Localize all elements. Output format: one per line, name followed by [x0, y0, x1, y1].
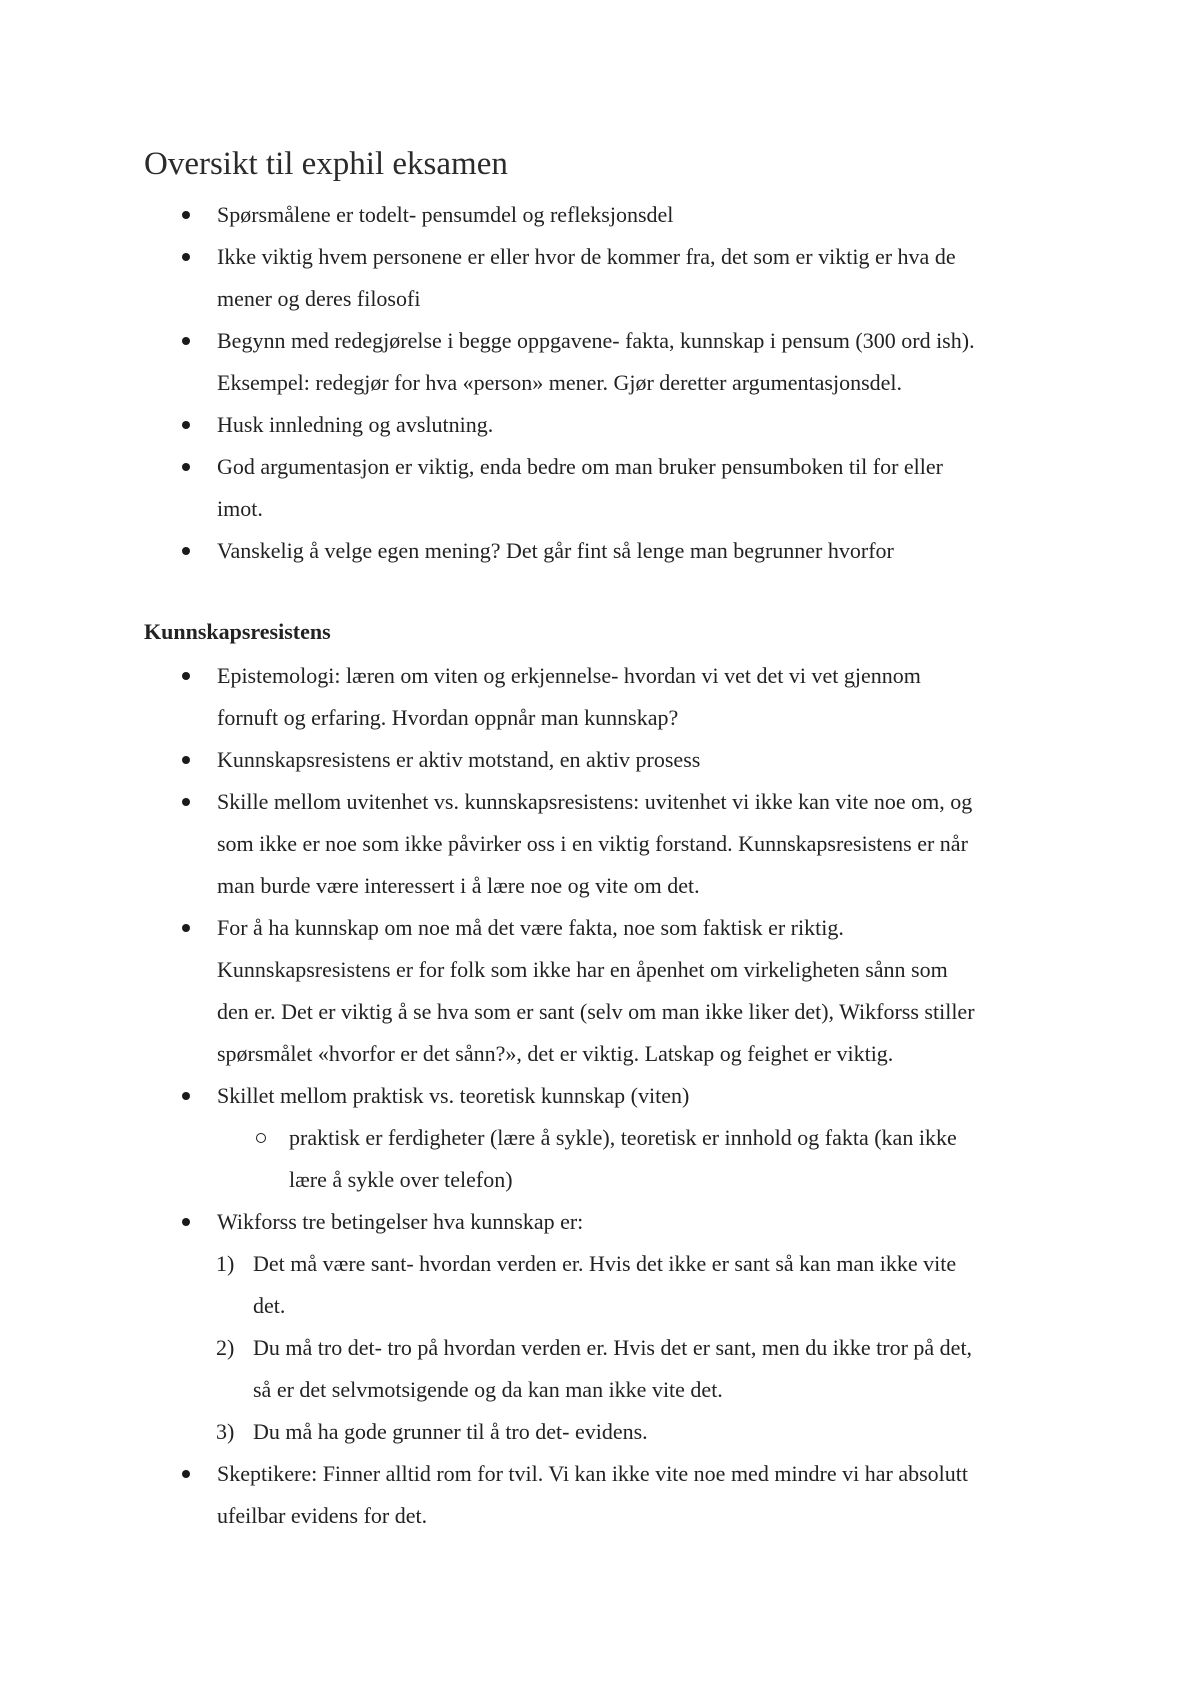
numbered-item [0, 1411, 1200, 1453]
hollow-bullet-icon [256, 1133, 266, 1143]
text-line: Du må tro det- tro på hvordan verden er. Hvis det er sant, men du ikke tror på det, [253, 1335, 973, 1360]
intro-list [0, 194, 1200, 572]
text-line: Epistemologi: læren om viten og erkjennelse- hvordan vi vet det vi vet gjennom [217, 663, 921, 688]
bullet-item [0, 530, 1200, 572]
bullet-item [0, 194, 1200, 236]
sub-bullet-item [0, 1117, 1200, 1201]
text-line: Ikke viktig hvem personene er eller hvor de kommer fra, det som er viktig er hva de [217, 244, 956, 269]
text-line: lære å sykle over telefon) [289, 1167, 513, 1192]
item-number: 3) [216, 1419, 235, 1444]
text-line: man burde være interessert i å lære noe og vite om det. [217, 873, 700, 898]
bullet-icon [182, 756, 190, 764]
bullet-item [0, 1453, 1200, 1537]
bullet-icon [182, 1218, 190, 1226]
bullet-icon [182, 421, 190, 429]
text-line: Husk innledning og avslutning. [217, 412, 494, 437]
bullet-icon [182, 1092, 190, 1100]
text-line: Eksempel: redegjør for hva «person» mener. Gjør deretter argumentasjonsdel. [217, 370, 903, 395]
bullet-item [0, 907, 1200, 1075]
bullet-item [0, 739, 1200, 781]
text-line: Vanskelig å velge egen mening? Det går fint så lenge man begrunner hvorfor [217, 538, 894, 563]
document-title: Oversikt til exphil eksamen [144, 146, 508, 182]
bullet-item [0, 404, 1200, 446]
bullet-icon [182, 337, 190, 345]
numbered-item [0, 1243, 1200, 1327]
numbered-item [0, 1327, 1200, 1411]
text-line: imot. [217, 496, 263, 521]
text-line: Spørsmålene er todelt- pensumdel og refleksjonsdel [217, 202, 674, 227]
item-number: 2) [216, 1335, 235, 1360]
text-line: praktisk er ferdigheter (lære å sykle), teoretisk er innhold og fakta (kan ikke [289, 1125, 957, 1150]
text-line: mener og deres filosofi [217, 286, 421, 311]
text-line: som ikke er noe som ikke påvirker oss i en viktig forstand. Kunnskapsresistens er når [217, 831, 968, 856]
text-line: Det må være sant- hvordan verden er. Hvis det ikke er sant så kan man ikke vite [253, 1251, 957, 1276]
bullet-item [0, 1201, 1200, 1243]
bullet-icon [182, 924, 190, 932]
section-list [0, 655, 1200, 1537]
bullet-item [0, 781, 1200, 907]
text-line: Wikforss tre betingelser hva kunnskap er: [217, 1209, 584, 1234]
bullet-icon [182, 1470, 190, 1478]
bullet-item [0, 320, 1200, 404]
bullet-icon [182, 547, 190, 555]
text-line: For å ha kunnskap om noe må det være fakta, noe som faktisk er riktig. [217, 915, 844, 940]
text-line: fornuft og erfaring. Hvordan oppnår man kunnskap? [217, 705, 679, 730]
text-line: det. [253, 1293, 286, 1318]
text-line: Du må ha gode grunner til å tro det- evidens. [253, 1419, 648, 1444]
text-line: Skille mellom uvitenhet vs. kunnskapsresistens: uvitenhet vi ikke kan vite noe om, og [217, 789, 973, 814]
item-number: 1) [216, 1251, 235, 1276]
text-line: den er. Det er viktig å se hva som er sant (selv om man ikke liker det), Wikforss stiller [217, 999, 975, 1024]
text-line: God argumentasjon er viktig, enda bedre om man bruker pensumboken til for eller [217, 454, 943, 479]
text-line: ufeilbar evidens for det. [217, 1503, 428, 1528]
bullet-icon [182, 253, 190, 261]
text-line: så er det selvmotsigende og da kan man ikke vite det. [253, 1377, 723, 1402]
text-line: Skillet mellom praktisk vs. teoretisk kunnskap (viten) [217, 1083, 690, 1108]
text-line: Kunnskapsresistens er aktiv motstand, en aktiv prosess [217, 747, 701, 772]
text-line: Skeptikere: Finner alltid rom for tvil. Vi kan ikke vite noe med mindre vi har absolutt [217, 1461, 969, 1486]
bullet-item [0, 1075, 1200, 1117]
bullet-icon [182, 463, 190, 471]
text-line: spørsmålet «hvorfor er det sånn?», det er viktig. Latskap og feighet er viktig. [217, 1041, 894, 1066]
section-heading: Kunnskapsresistens [144, 619, 331, 644]
text-line: Begynn med redegjørelse i begge oppgavene- fakta, kunnskap i pensum (300 ord ish). [217, 328, 975, 353]
bullet-icon [182, 211, 190, 219]
bullet-item [0, 236, 1200, 320]
bullet-icon [182, 672, 190, 680]
bullet-icon [182, 798, 190, 806]
bullet-item [0, 655, 1200, 739]
text-line: Kunnskapsresistens er for folk som ikke har en åpenhet om virkeligheten sånn som [217, 957, 948, 982]
bullet-item [0, 446, 1200, 530]
